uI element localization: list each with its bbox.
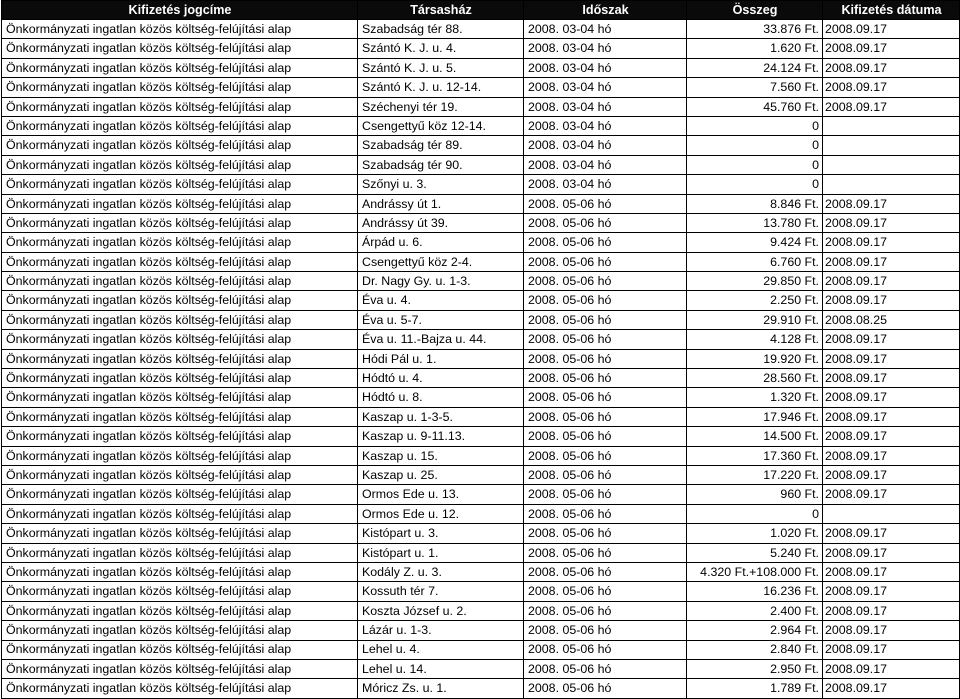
amount-cell: 1.620 Ft. — [687, 39, 823, 58]
condominium-cell: Kaszap u. 9-11.13. — [358, 427, 524, 446]
table-row — [2, 78, 960, 97]
period-cell: 2008. 05-06 hó — [524, 659, 687, 678]
table-row — [2, 194, 960, 213]
payment-date-cell: 2008.09.17 — [823, 659, 960, 678]
payment-date-cell: 2008.09.17 — [823, 20, 960, 39]
period-cell: 2008. 03-04 hó — [524, 136, 687, 155]
condominium-cell: Kossuth tér 7. — [358, 582, 524, 601]
amount-cell: 29.910 Ft. — [687, 310, 823, 329]
table-row — [2, 601, 960, 620]
period-cell: 2008. 05-06 hó — [524, 524, 687, 543]
amount-cell: 2.950 Ft. — [687, 659, 823, 678]
period-cell: 2008. 03-04 hó — [524, 175, 687, 194]
period-cell: 2008. 05-06 hó — [524, 213, 687, 232]
table-body — [2, 20, 960, 699]
condominium-cell: Kistópart u. 3. — [358, 524, 524, 543]
amount-cell: 19.920 Ft. — [687, 349, 823, 368]
period-cell: 2008. 05-06 hó — [524, 233, 687, 252]
payment-date-cell: 2008.09.17 — [823, 97, 960, 116]
period-cell: 2008. 05-06 hó — [524, 485, 687, 504]
period-cell: 2008. 05-06 hó — [524, 504, 687, 523]
period-cell: 2008. 03-04 hó — [524, 155, 687, 174]
condominium-cell: Szabadság tér 90. — [358, 155, 524, 174]
condominium-cell: Móricz Zs. u. 1. — [358, 679, 524, 698]
payment-date-cell: 2008.09.17 — [823, 58, 960, 77]
table-row — [2, 291, 960, 310]
condominium-cell: Hódtó u. 8. — [358, 388, 524, 407]
table-row — [2, 582, 960, 601]
payment-type-cell: Önkormányzati ingatlan közös költség-felújítási alap — [2, 97, 358, 116]
amount-cell: 2.840 Ft. — [687, 640, 823, 659]
table-row — [2, 407, 960, 426]
payment-type-cell: Önkormányzati ingatlan közös költség-felújítási alap — [2, 562, 358, 581]
condominium-cell: Éva u. 4. — [358, 291, 524, 310]
condominium-cell: Andrássy út 39. — [358, 213, 524, 232]
condominium-cell: Széchenyi tér 19. — [358, 97, 524, 116]
table-row — [2, 543, 960, 562]
amount-cell: 8.846 Ft. — [687, 194, 823, 213]
payment-type-cell: Önkormányzati ingatlan közös költség-felújítási alap — [2, 58, 358, 77]
payment-type-cell: Önkormányzati ingatlan közös költség-felújítási alap — [2, 194, 358, 213]
period-cell: 2008. 03-04 hó — [524, 39, 687, 58]
payment-date-cell: 2008.09.17 — [823, 524, 960, 543]
condominium-cell: Ormos Ede u. 12. — [358, 504, 524, 523]
amount-cell: 45.760 Ft. — [687, 97, 823, 116]
payment-date-cell: 2008.09.17 — [823, 640, 960, 659]
table-row — [2, 349, 960, 368]
payment-type-cell: Önkormányzati ingatlan közös költség-felújítási alap — [2, 233, 358, 252]
header-row — [2, 1, 960, 20]
payment-date-cell: 2008.09.17 — [823, 485, 960, 504]
table-row — [2, 524, 960, 543]
table-row — [2, 485, 960, 504]
condominium-cell: Kistópart u. 1. — [358, 543, 524, 562]
table-row — [2, 330, 960, 349]
amount-cell: 9.424 Ft. — [687, 233, 823, 252]
table-row — [2, 310, 960, 329]
payment-date-cell: 2008.09.17 — [823, 369, 960, 388]
header-amount: Összeg — [687, 1, 823, 20]
payment-type-cell: Önkormányzati ingatlan közös költség-felújítási alap — [2, 116, 358, 135]
table-row — [2, 252, 960, 271]
amount-cell: 2.964 Ft. — [687, 621, 823, 640]
amount-cell: 1.789 Ft. — [687, 679, 823, 698]
payment-date-cell — [823, 155, 960, 174]
payment-date-cell: 2008.09.17 — [823, 252, 960, 271]
payment-type-cell: Önkormányzati ingatlan közös költség-felújítási alap — [2, 175, 358, 194]
table-row — [2, 39, 960, 58]
payment-date-cell: 2008.09.17 — [823, 349, 960, 368]
payment-type-cell: Önkormányzati ingatlan közös költség-felújítási alap — [2, 349, 358, 368]
period-cell: 2008. 05-06 hó — [524, 272, 687, 291]
payment-date-cell: 2008.09.17 — [823, 213, 960, 232]
table-row — [2, 562, 960, 581]
table-row — [2, 233, 960, 252]
payment-type-cell: Önkormányzati ingatlan közös költség-felújítási alap — [2, 640, 358, 659]
condominium-cell: Koszta József u. 2. — [358, 601, 524, 620]
condominium-cell: Andrássy út 1. — [358, 194, 524, 213]
payment-date-cell: 2008.09.17 — [823, 601, 960, 620]
condominium-cell: Szőnyi u. 3. — [358, 175, 524, 194]
payment-date-cell: 2008.09.17 — [823, 291, 960, 310]
period-cell: 2008. 05-06 hó — [524, 194, 687, 213]
amount-cell: 29.850 Ft. — [687, 272, 823, 291]
payment-date-cell: 2008.09.17 — [823, 582, 960, 601]
payment-date-cell: 2008.09.17 — [823, 465, 960, 484]
payment-date-cell — [823, 136, 960, 155]
payment-date-cell: 2008.09.17 — [823, 78, 960, 97]
period-cell: 2008. 05-06 hó — [524, 310, 687, 329]
amount-cell: 24.124 Ft. — [687, 58, 823, 77]
table-row — [2, 659, 960, 678]
payment-type-cell: Önkormányzati ingatlan közös költség-felújítási alap — [2, 272, 358, 291]
payment-type-cell: Önkormányzati ingatlan közös költség-felújítási alap — [2, 388, 358, 407]
period-cell: 2008. 05-06 hó — [524, 562, 687, 581]
condominium-cell: Hódi Pál u. 1. — [358, 349, 524, 368]
period-cell: 2008. 05-06 hó — [524, 291, 687, 310]
amount-cell: 16.236 Ft. — [687, 582, 823, 601]
condominium-cell: Kodály Z. u. 3. — [358, 562, 524, 581]
period-cell: 2008. 05-06 hó — [524, 582, 687, 601]
payment-type-cell: Önkormányzati ingatlan közös költség-felújítási alap — [2, 659, 358, 678]
period-cell: 2008. 03-04 hó — [524, 97, 687, 116]
amount-cell: 17.220 Ft. — [687, 465, 823, 484]
table-row — [2, 136, 960, 155]
condominium-cell: Ormos Ede u. 13. — [358, 485, 524, 504]
amount-cell: 5.240 Ft. — [687, 543, 823, 562]
payment-date-cell: 2008.09.17 — [823, 194, 960, 213]
payment-date-cell: 2008.09.17 — [823, 427, 960, 446]
payment-type-cell: Önkormányzati ingatlan közös költség-felújítási alap — [2, 155, 358, 174]
payment-date-cell: 2008.09.17 — [823, 39, 960, 58]
payment-date-cell: 2008.09.17 — [823, 330, 960, 349]
amount-cell: 1.320 Ft. — [687, 388, 823, 407]
period-cell: 2008. 05-06 hó — [524, 252, 687, 271]
payment-type-cell: Önkormányzati ingatlan közös költség-felújítási alap — [2, 252, 358, 271]
table-row — [2, 20, 960, 39]
payment-date-cell: 2008.09.17 — [823, 562, 960, 581]
amount-cell: 0 — [687, 136, 823, 155]
table-row — [2, 504, 960, 523]
table-row — [2, 213, 960, 232]
period-cell: 2008. 03-04 hó — [524, 116, 687, 135]
condominium-cell: Árpád u. 6. — [358, 233, 524, 252]
period-cell: 2008. 05-06 hó — [524, 543, 687, 562]
period-cell: 2008. 05-06 hó — [524, 407, 687, 426]
payment-type-cell: Önkormányzati ingatlan közös költség-felújítási alap — [2, 582, 358, 601]
amount-cell: 2.250 Ft. — [687, 291, 823, 310]
amount-cell: 6.760 Ft. — [687, 252, 823, 271]
table-row — [2, 116, 960, 135]
header-condominium: Társasház — [358, 1, 524, 20]
period-cell: 2008. 03-04 hó — [524, 58, 687, 77]
period-cell: 2008. 05-06 hó — [524, 679, 687, 698]
period-cell: 2008. 05-06 hó — [524, 465, 687, 484]
payment-type-cell: Önkormányzati ingatlan közös költség-felújítási alap — [2, 39, 358, 58]
table-row — [2, 621, 960, 640]
condominium-cell: Dr. Nagy Gy. u. 1-3. — [358, 272, 524, 291]
amount-cell: 1.020 Ft. — [687, 524, 823, 543]
table-row — [2, 97, 960, 116]
period-cell: 2008. 05-06 hó — [524, 369, 687, 388]
payment-type-cell: Önkormányzati ingatlan közös költség-felújítási alap — [2, 543, 358, 562]
payment-date-cell — [823, 116, 960, 135]
table-row — [2, 388, 960, 407]
period-cell: 2008. 05-06 hó — [524, 427, 687, 446]
condominium-cell: Hódtó u. 4. — [358, 369, 524, 388]
amount-cell: 0 — [687, 504, 823, 523]
header-payment-date: Kifizetés dátuma — [823, 1, 960, 20]
condominium-cell: Éva u. 11.-Bajza u. 44. — [358, 330, 524, 349]
payment-type-cell: Önkormányzati ingatlan közös költség-felújítási alap — [2, 78, 358, 97]
payment-type-cell: Önkormányzati ingatlan közös költség-felújítási alap — [2, 621, 358, 640]
payment-date-cell: 2008.09.17 — [823, 543, 960, 562]
payment-type-cell: Önkormányzati ingatlan közös költség-felújítási alap — [2, 485, 358, 504]
table-row — [2, 175, 960, 194]
payment-type-cell: Önkormányzati ingatlan közös költség-felújítási alap — [2, 427, 358, 446]
table-row — [2, 427, 960, 446]
table-row — [2, 369, 960, 388]
payment-type-cell: Önkormányzati ingatlan közös költség-felújítási alap — [2, 213, 358, 232]
amount-cell: 0 — [687, 155, 823, 174]
period-cell: 2008. 05-06 hó — [524, 388, 687, 407]
payment-date-cell: 2008.09.17 — [823, 407, 960, 426]
payments-table — [1, 0, 960, 699]
payment-type-cell: Önkormányzati ingatlan közös költség-felújítási alap — [2, 504, 358, 523]
payment-date-cell: 2008.09.17 — [823, 446, 960, 465]
amount-cell: 13.780 Ft. — [687, 213, 823, 232]
header-period: Időszak — [524, 1, 687, 20]
period-cell: 2008. 05-06 hó — [524, 446, 687, 465]
table-header — [2, 1, 960, 20]
amount-cell: 4.128 Ft. — [687, 330, 823, 349]
payment-type-cell: Önkormányzati ingatlan közös költség-felújítási alap — [2, 679, 358, 698]
header-payment-type: Kifizetés jogcíme — [2, 1, 358, 20]
payment-type-cell: Önkormányzati ingatlan közös költség-felújítási alap — [2, 20, 358, 39]
payment-type-cell: Önkormányzati ingatlan közös költség-felújítási alap — [2, 291, 358, 310]
condominium-cell: Szántó K. J. u. 5. — [358, 58, 524, 77]
table-row — [2, 446, 960, 465]
payment-type-cell: Önkormányzati ingatlan közös költség-felújítási alap — [2, 407, 358, 426]
payment-date-cell: 2008.08.25 — [823, 310, 960, 329]
amount-cell: 4.320 Ft.+108.000 Ft. — [687, 562, 823, 581]
payment-date-cell — [823, 504, 960, 523]
payment-type-cell: Önkormányzati ingatlan közös költség-felújítási alap — [2, 446, 358, 465]
payment-type-cell: Önkormányzati ingatlan közös költség-felújítási alap — [2, 524, 358, 543]
amount-cell: 28.560 Ft. — [687, 369, 823, 388]
period-cell: 2008. 03-04 hó — [524, 20, 687, 39]
condominium-cell: Kaszap u. 25. — [358, 465, 524, 484]
payment-type-cell: Önkormányzati ingatlan közös költség-felújítási alap — [2, 601, 358, 620]
table-row — [2, 465, 960, 484]
condominium-cell: Szántó K. J. u. 4. — [358, 39, 524, 58]
condominium-cell: Éva u. 5-7. — [358, 310, 524, 329]
payment-type-cell: Önkormányzati ingatlan közös költség-felújítási alap — [2, 465, 358, 484]
payment-type-cell: Önkormányzati ingatlan közös költség-felújítási alap — [2, 369, 358, 388]
condominium-cell: Szabadság tér 88. — [358, 20, 524, 39]
table-row — [2, 272, 960, 291]
period-cell: 2008. 05-06 hó — [524, 349, 687, 368]
condominium-cell: Csengettyű köz 12-14. — [358, 116, 524, 135]
payment-type-cell: Önkormányzati ingatlan közös költség-felújítási alap — [2, 310, 358, 329]
amount-cell: 0 — [687, 175, 823, 194]
condominium-cell: Lehel u. 4. — [358, 640, 524, 659]
period-cell: 2008. 03-04 hó — [524, 78, 687, 97]
payment-type-cell: Önkormányzati ingatlan közös költség-felújítási alap — [2, 136, 358, 155]
condominium-cell: Szabadság tér 89. — [358, 136, 524, 155]
amount-cell: 33.876 Ft. — [687, 20, 823, 39]
condominium-cell: Szántó K. J. u. 12-14. — [358, 78, 524, 97]
payment-date-cell: 2008.09.17 — [823, 272, 960, 291]
period-cell: 2008. 05-06 hó — [524, 621, 687, 640]
amount-cell: 17.360 Ft. — [687, 446, 823, 465]
amount-cell: 14.500 Ft. — [687, 427, 823, 446]
payment-date-cell: 2008.09.17 — [823, 621, 960, 640]
condominium-cell: Kaszap u. 15. — [358, 446, 524, 465]
table-row — [2, 640, 960, 659]
payment-date-cell: 2008.09.17 — [823, 233, 960, 252]
table-row — [2, 58, 960, 77]
period-cell: 2008. 05-06 hó — [524, 601, 687, 620]
payment-type-cell: Önkormányzati ingatlan közös költség-felújítási alap — [2, 330, 358, 349]
amount-cell: 0 — [687, 116, 823, 135]
condominium-cell: Lázár u. 1-3. — [358, 621, 524, 640]
payment-date-cell: 2008.09.17 — [823, 679, 960, 698]
amount-cell: 17.946 Ft. — [687, 407, 823, 426]
condominium-cell: Csengettyű köz 2-4. — [358, 252, 524, 271]
period-cell: 2008. 05-06 hó — [524, 330, 687, 349]
payment-date-cell — [823, 175, 960, 194]
condominium-cell: Lehel u. 14. — [358, 659, 524, 678]
table-row — [2, 155, 960, 174]
condominium-cell: Kaszap u. 1-3-5. — [358, 407, 524, 426]
amount-cell: 2.400 Ft. — [687, 601, 823, 620]
table-row — [2, 679, 960, 698]
amount-cell: 960 Ft. — [687, 485, 823, 504]
period-cell: 2008. 05-06 hó — [524, 640, 687, 659]
payment-date-cell: 2008.09.17 — [823, 388, 960, 407]
amount-cell: 7.560 Ft. — [687, 78, 823, 97]
